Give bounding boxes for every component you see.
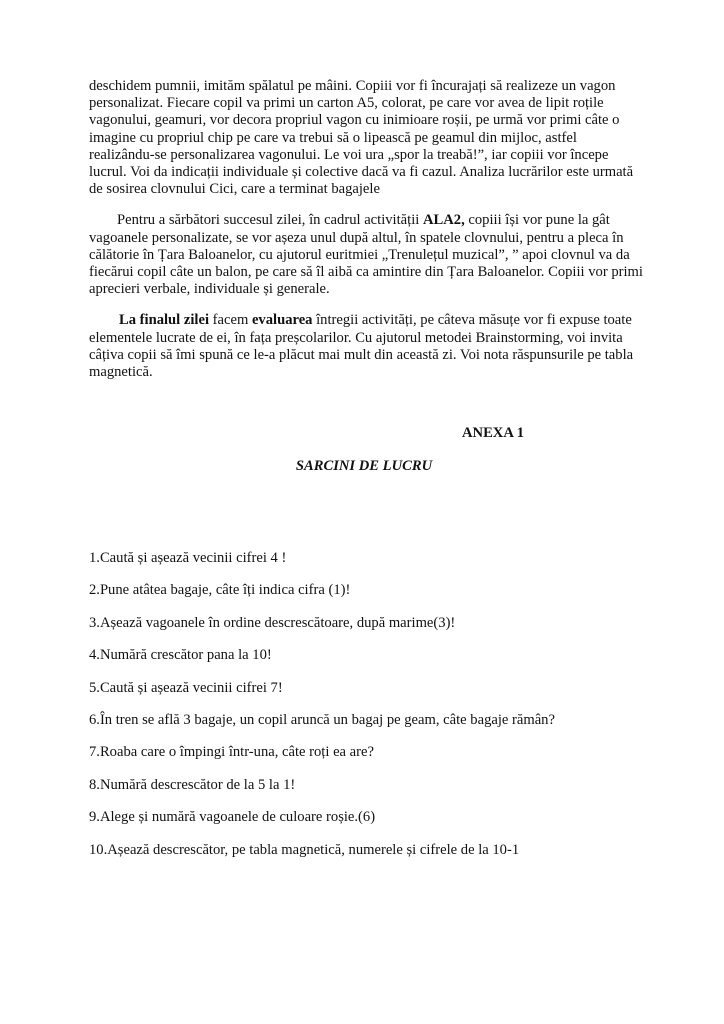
paragraph-text: Pentru a sărbători succesul zilei, în cadrul activității xyxy=(117,212,423,229)
task-item: 5.Caută și așează vecinii cifrei 7! xyxy=(89,679,283,696)
paragraph-line: lucrul. Voi da indicații individuale și colective dacă va fi cazul. Analiza lucrărilor este urmată xyxy=(89,164,634,181)
paragraph-text: întregii activități, pe câteva măsuțe vor fi expuse toate elementele lucrate de ei, în fața preșcolarilor. Cu ajutorul metodei Brainstorming, voi invita câțiva copii să îmi spună ce le-a plăcut mai mult din această zi. Voi nota răspunsurile pe tabla magnetică. xyxy=(89,312,634,381)
task-item: 6.În tren se află 3 bagaje, un copil aruncă un bagaj pe geam, câte bagaje rămân? xyxy=(89,711,555,728)
bold-term-evaluation: evaluarea xyxy=(251,312,313,329)
annex-label: ANEXA 1 xyxy=(462,425,525,441)
bold-term-final: La finalul zilei xyxy=(119,312,209,329)
paragraph-line: imagine cu propriul chip pe care va trebui să o lipească pe geamul din mijloc, astfel xyxy=(89,129,577,146)
task-item: 10.Așează descrescător, pe tabla magnetică, numerele și cifrele de la 10-1 xyxy=(89,841,520,858)
task-item: 3.Așează vagoanele în ordine descrescătoare, după marime(3)! xyxy=(89,614,456,631)
task-item: 8.Numără descrescător de la 5 la 1! xyxy=(89,776,296,793)
paragraph-text: facem xyxy=(209,312,252,329)
paragraph-line: personalizat. Fiecare copil va primi un carton A5, colorat, pe care vor avea de lipit roțile xyxy=(89,95,604,112)
paragraph-line: deschidem pumnii, imităm spălatul pe mâini. Copiii vor fi încurajați să realizeze un vagon xyxy=(89,78,616,94)
bold-term-ala2: ALA2, xyxy=(422,212,465,229)
task-item: 4.Numără crescător pana la 10! xyxy=(89,647,272,664)
tasks-title: SARCINI DE LUCRU xyxy=(295,458,433,474)
paragraph-evaluation xyxy=(89,312,645,381)
document-body xyxy=(89,78,645,381)
paragraph-line: vagonului, geamuri, vor decora propriul vagon cu inimioare roșii, pe urmă vor primi câte o xyxy=(89,112,620,129)
paragraph-line: realizându-se personalizarea vagonului. Le voi ura „spor la treabă!”, iar copiii vor începe xyxy=(89,146,609,163)
task-item: 9.Alege și numără vagoanele de culoare roșie.(6) xyxy=(89,809,376,826)
task-list xyxy=(89,550,689,874)
task-item: 1.Caută și așează vecinii cifrei 4 ! xyxy=(89,550,287,566)
task-item: 2.Pune atâtea bagaje, câte îți indica cifra (1)! xyxy=(89,582,351,599)
task-item: 7.Roaba care o împingi într-una, câte roți ea are? xyxy=(89,744,374,761)
paragraph-line: de sosirea clovnului Cici, care a terminat bagajele xyxy=(89,181,380,198)
paragraph-activity-description xyxy=(89,78,645,198)
paragraph-ala2 xyxy=(89,212,645,298)
paragraph-text: copiii își vor pune la gât vagoanele personalizate, se vor așeza unul după altul, în spatele clovnului, pentru a pleca în călătorie în Țara Baloanelor, cu ajutorul euritmiei „Trenulețul muzical”, ” apoi clovnul va da fiecărui copil câte un balon, pe care să îl aibă ca amintire din Țara Baloanelor. Copiii vor primi aprecieri verbale, individuale și generale. xyxy=(89,212,643,298)
